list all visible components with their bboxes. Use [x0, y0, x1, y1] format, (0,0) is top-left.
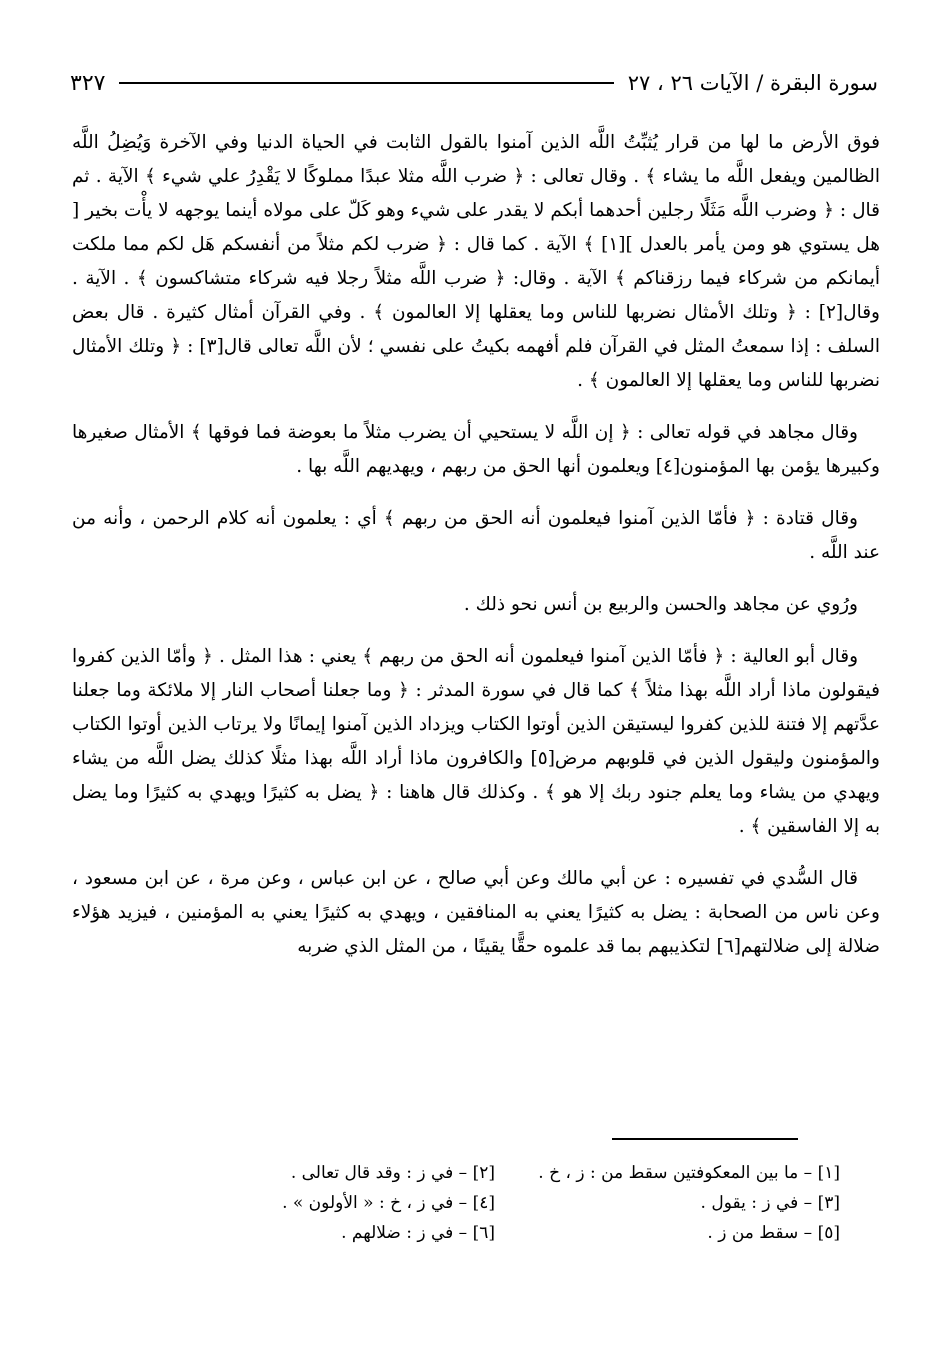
paragraph: قال السُّدي في تفسيره : عن أبي مالك وعن أبي صالح ، عن ابن عباس ، وعن مرة ، عن ابن مسعود ، وعن ناس من الصحابة : يضل به كثيرًا يعني به المنافقين ، ويهدي به كثيرًا يعني به المؤمنين ، فيزيد هؤلاء ضلالة إلى ضلالتهم[٦] لتكذيبهم بما قد علموه حقًّا يقينًا ، من المثل الذي ضربه [72, 868, 880, 957]
main-text [72, 126, 880, 982]
page-header [70, 66, 878, 100]
footnote: [٣] – في ز : يقول . [700, 1193, 840, 1213]
running-title: سورة البقرة / الآيات ٢٦ ، ٢٧ [627, 71, 878, 95]
paragraph: ورُوي عن مجاهد والحسن والربيع بن أنس نحو ذلك . [463, 594, 858, 615]
footnote: [١] – ما بين المعكوفتين سقط من : ز ، خ . [538, 1163, 840, 1183]
page-number: ٣٢٧ [70, 70, 106, 96]
footnotes [150, 1158, 840, 1248]
header-rule [119, 82, 613, 84]
paragraph: فوق الأرض ما لها من قرار يُثبِّتُ اللَّه الذين آمنوا بالقول الثابت في الحياة الدنيا وفي الآخرة وَيُضِلُ اللَّه الظالمين ويفعل اللَّه ما يشاء ﴾ . وقال تعالى : ﴿ ضرب اللَّه مثلا عبدًا مملوكًا لا يَقْدِرُ علي شيء ﴾ الآية . ثم قال : ﴿ وضرب اللَّه مَثَلًا رجلين أحدهما أبكم لا يقدر على شيء وهو كَلّ على مولاه أينما يوجهه لا يأْت بخير [ هل يستوي هو ومن يأمر بالعدل ][١] ﴾ الآية . كما قال : ﴿ ضرب لكم مثلاً من أنفسكم هَل لكم مما ملكت أيمانكم من شركاء فيما رزقناكم ﴾ الآية . وقال: ﴿ ضرب اللَّه مثلاً رجلا فيه شركاء متشاكسون ﴾ . الآية . وقال[٢] : ﴿ وتلك الأمثال نضربها للناس وما يعقلها إلا العالمون ﴾ . وفي القرآن أمثال كثيرة . قال بعض السلف : إذا سمعتُ المثل في القرآن فلم أفهمه بكيتُ على نفسي ؛ لأن اللَّه تعالى قال[٣] : ﴿ وتلك الأمثال نضربها للناس وما يعقلها إلا العالمون ﴾ . [72, 132, 880, 391]
paragraph: وقال مجاهد في قوله تعالى : ﴿ إن اللَّه لا يستحيي أن يضرب مثلاً ما بعوضة فما فوقها ﴾ الأمثال صغيرها وكبيرها يؤمن بها المؤمنون[٤] ويعلمون أنها الحق من ربهم ، ويهديهم اللَّه بها . [72, 422, 880, 477]
footnote-row [150, 1158, 840, 1188]
footnote: [٦] – في ز : ضلالهم . [341, 1223, 495, 1243]
footnote-separator [612, 1138, 798, 1140]
footnote-row [150, 1188, 840, 1218]
paragraph: وقال قتادة : ﴿ فأمّا الذين آمنوا فيعلمون أنه الحق من ربهم ﴾ أي : يعلمون أنه كلام الرحمن ، وأنه من عند اللَّه . [72, 508, 880, 563]
footnote: [٤] – في ز ، خ : « الأولون » . [282, 1193, 495, 1213]
footnote-row [150, 1218, 840, 1248]
footnote: [٥] – سقط من ز . [707, 1223, 840, 1243]
footnote: [٢] – في ز : وقد قال تعالى . [290, 1163, 495, 1183]
paragraph: وقال أبو العالية : ﴿ فأمّا الذين آمنوا فيعلمون أنه الحق من ربهم ﴾ يعني : هذا المثل . ﴿ وأمّا الذين كفروا فيقولون ماذا أراد اللَّه بهذا مثلاً ﴾ كما قال في سورة المدثر : ﴿ وما جعلنا أصحاب النار إلا ملائكة وما جعلنا عدَّتهم إلا فتنة للذين كفروا ليستيقن الذين أوتوا الكتاب ويزداد الذين آمنوا إيمانًا ولا يرتاب الذين أوتوا الكتاب والمؤمنون وليقول الذين في قلوبهم مرض[٥] والكافرون ماذا أراد اللَّه بهذا مثلًا كذلك يضل اللَّه من يشاء ويهدي من يشاء وما يعلم جنود ربك إلا هو ﴾ . وكذلك قال هاهنا : ﴿ يضل به كثيرًا ويهدي به كثيرًا وما يضل به إلا الفاسقين ﴾ . [72, 646, 880, 837]
